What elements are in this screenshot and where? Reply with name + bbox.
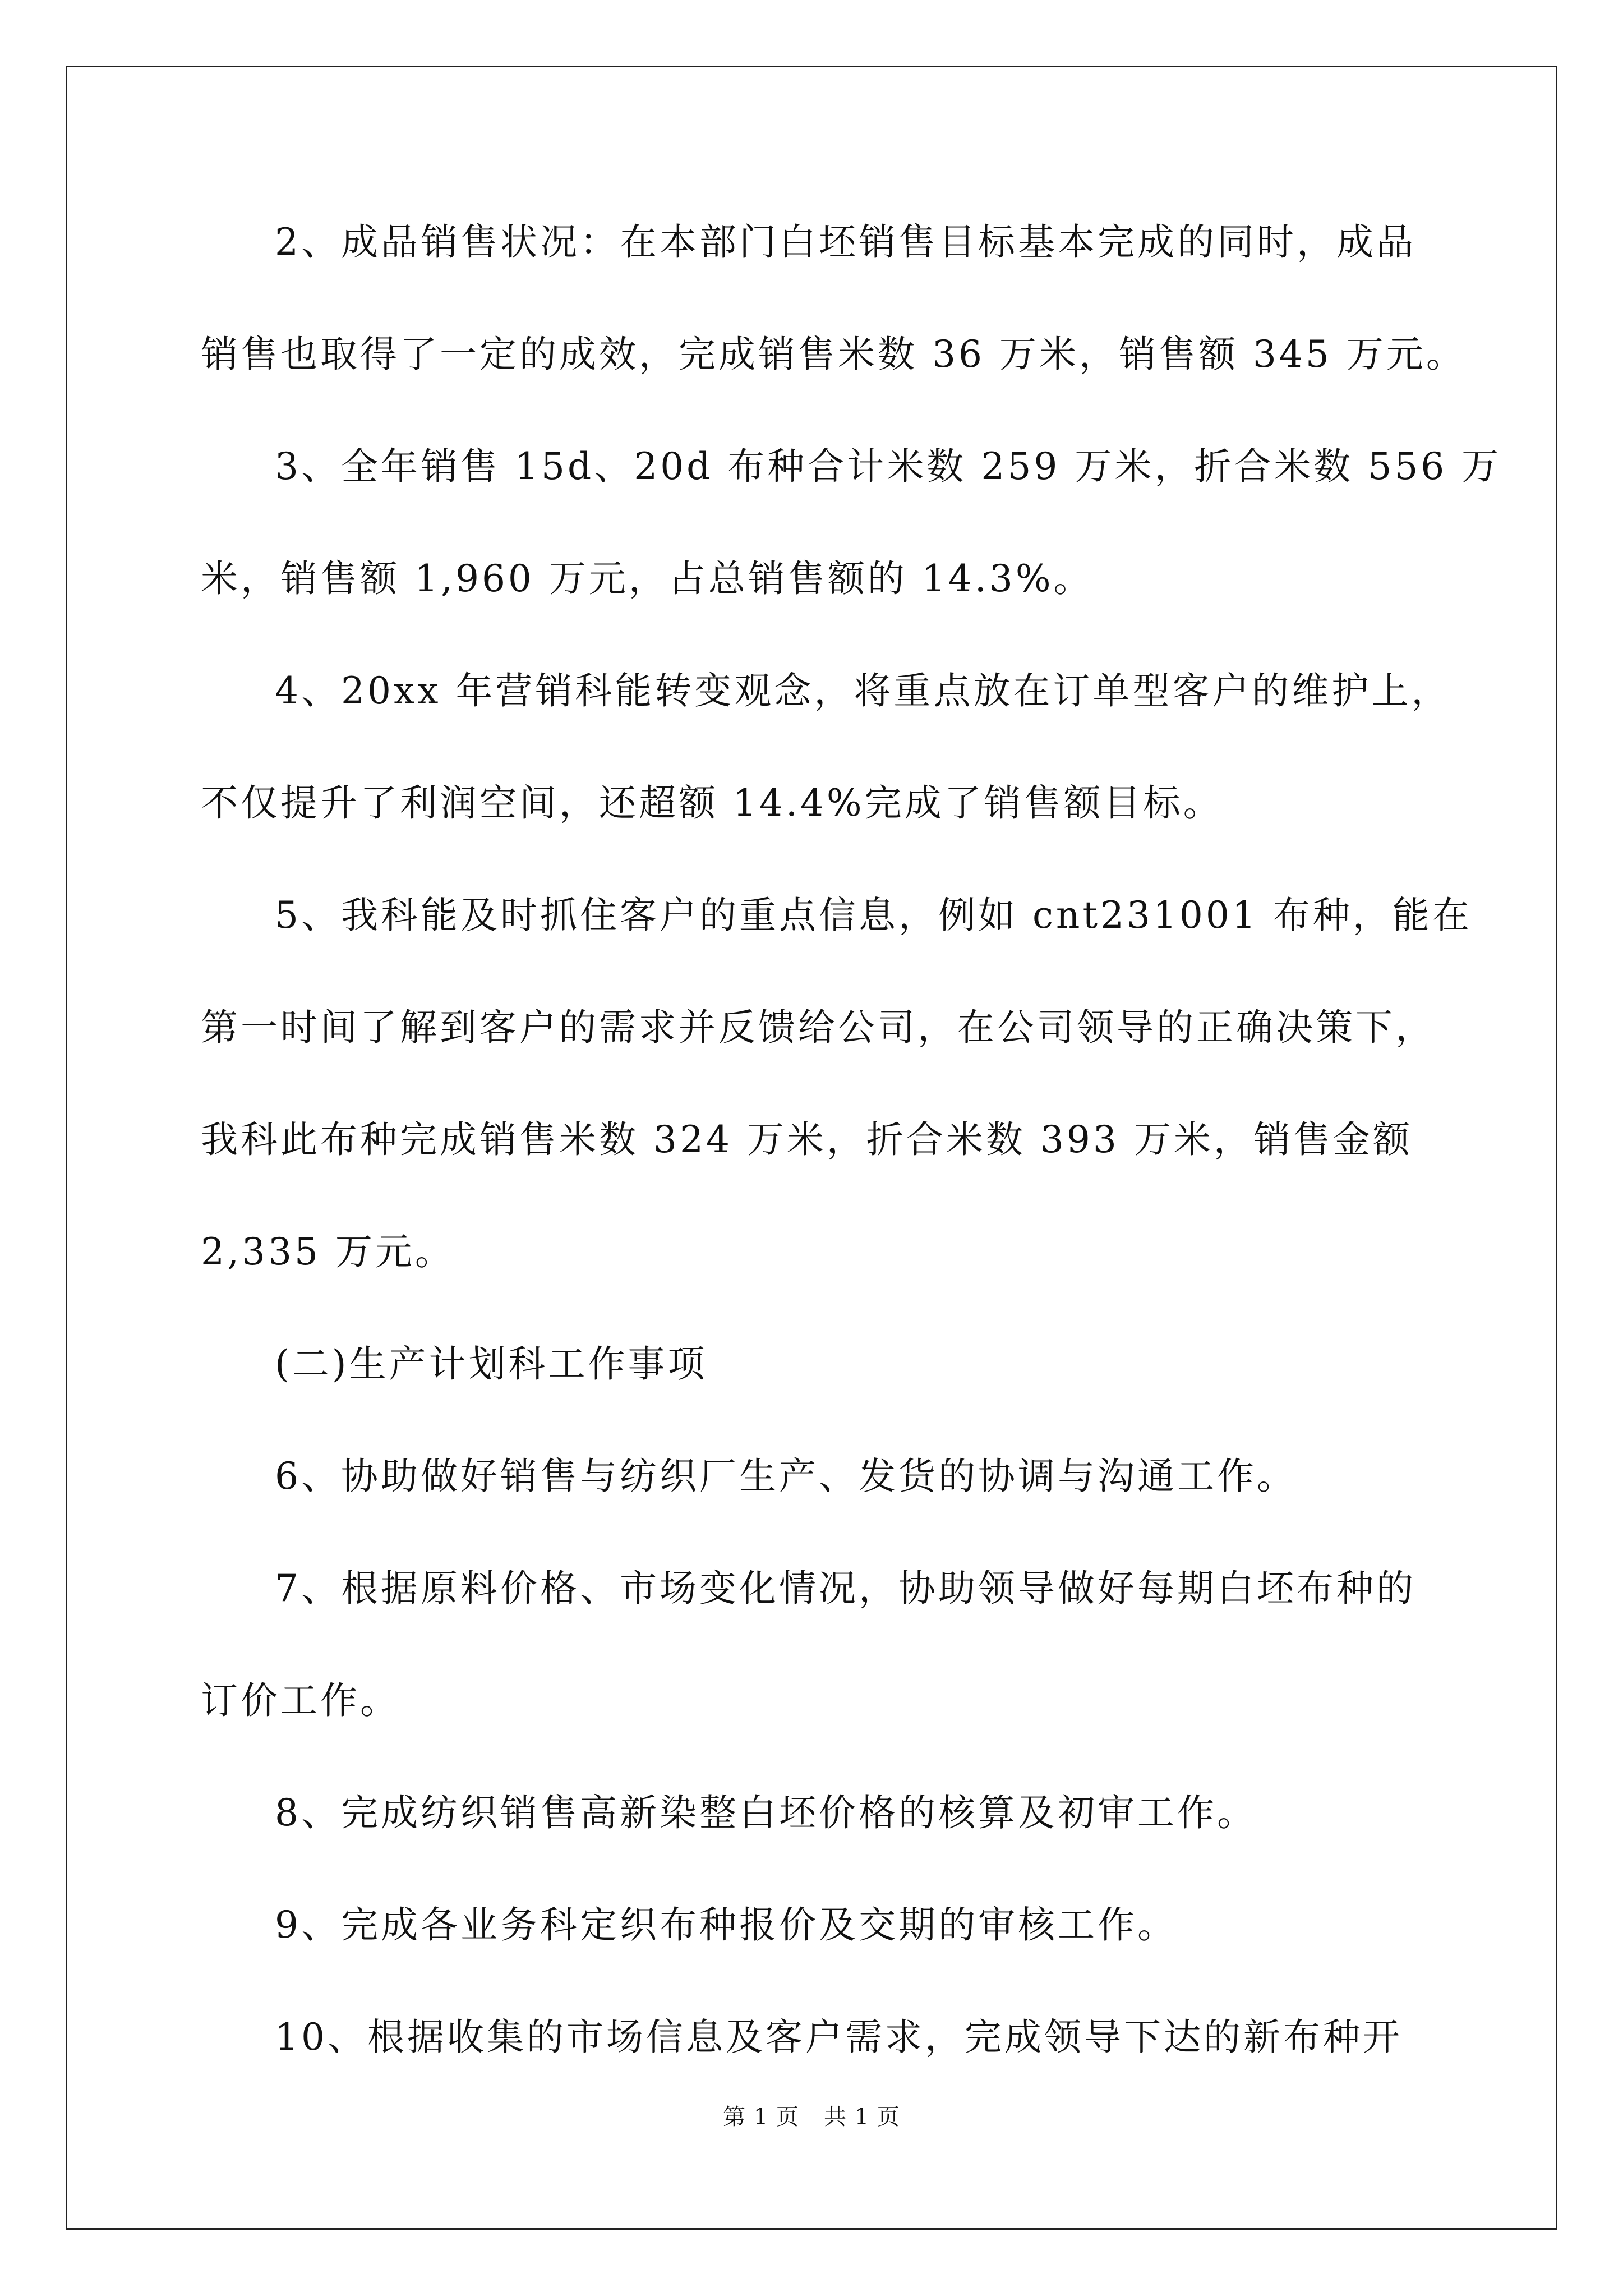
paragraph-6-line-1: 6、协助做好销售与纺织厂生产、发货的协调与沟通工作。 [275, 1455, 1297, 1498]
section-heading: (二)生产计划科工作事项 [275, 1342, 708, 1386]
page-number-current: 第 1 页 [723, 2104, 799, 2130]
paragraph-9-line-1: 9、完成各业务科定织布种报价及交期的审核工作。 [275, 1903, 1177, 1947]
paragraph-7-line-1: 7、根据原料价格、市场变化情况，协助领导做好每期白坯布种的 [275, 1567, 1416, 1610]
paragraph-5-line-3: 我科此布种完成销售米数 324 万米，折合米数 393 万米，销售金额 [201, 1118, 1413, 1161]
page-footer [0, 2102, 1623, 2132]
paragraph-8-line-1: 8、完成纺织销售高新染整白坯价格的核算及初审工作。 [275, 1791, 1257, 1834]
paragraph-5-line-4: 2,335 万元。 [201, 1230, 455, 1273]
paragraph-5-line-2: 第一时间了解到客户的需求并反馈给公司，在公司领导的正确决策下， [201, 1006, 1435, 1049]
paragraph-3-line-1: 3、全年销售 15d、20d 布种合计米数 259 万米，折合米数 556 万 [275, 445, 1502, 488]
paragraph-4-line-2: 不仅提升了利润空间，还超额 14.4%完成了销售额目标。 [201, 781, 1223, 825]
paragraph-7-line-2: 订价工作。 [201, 1679, 400, 1722]
paragraph-2-line-1: 2、成品销售状况：在本部门白坯销售目标基本完成的同时，成品 [275, 220, 1416, 264]
paragraph-10-line-1: 10、根据收集的市场信息及客户需求，完成领导下达的新布种开 [275, 2016, 1403, 2059]
paragraph-2-line-2: 销售也取得了一定的成效，完成销售米数 36 万米，销售额 345 万元。 [201, 333, 1466, 376]
paragraph-3-line-2: 米，销售额 1,960 万元，占总销售额的 14.3%。 [201, 557, 1094, 600]
page-number-total: 共 1 页 [824, 2104, 900, 2130]
paragraph-5-line-1: 5、我科能及时抓住客户的重点信息，例如 cnt231001 布种，能在 [275, 894, 1472, 937]
paragraph-4-line-1: 4、20xx 年营销科能转变观念，将重点放在订单型客户的维护上， [275, 669, 1451, 712]
